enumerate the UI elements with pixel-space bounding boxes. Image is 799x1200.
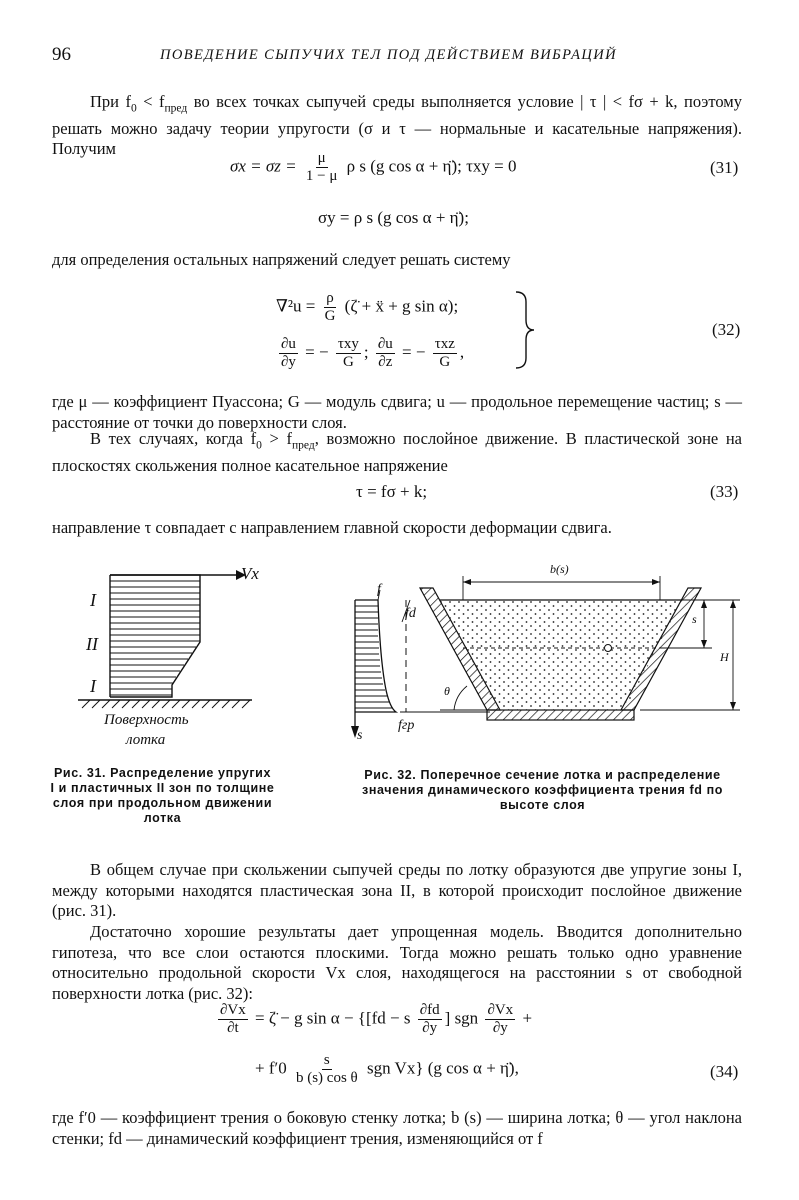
- equation-34-line2: + f′0 $\frac{s}{\text{b (s) cos θ}}$ sgn Vx} (g cos α + η̈),: [255, 1052, 519, 1086]
- page-number: 96: [52, 44, 71, 65]
- fraction: $\frac{\partial u}{\partial z}$: [377, 336, 393, 370]
- paragraph-6: В общем случае при скольжении сыпучей среды по лотку образуются две упругие зоны I, между которыми находятся пластическая зона II, в которой происходит послойное движение (рис. 31).: [52, 860, 742, 920]
- fig32-fd-label: fd: [405, 606, 416, 621]
- ground-hatching: [82, 700, 250, 708]
- paragraph-7: Достаточно хорошие результаты дает упрощенная модель. Вводится дополнительно гипотеза, что все слои остаются плоскими. Тогда можно решать только одно уравнение относительно продольной скорости Vx слоя, находящегося на расстоянии s от свободной поверхности лотка (рис. 32):: [52, 922, 742, 1003]
- friction-hatching: [355, 606, 393, 708]
- running-title: ПОВЕДЕНИЕ СЫПУЧИХ ТЕЛ ПОД ДЕЙСТВИЕМ ВИБРАЦИЙ: [160, 47, 617, 63]
- right-brace: [512, 290, 536, 370]
- fraction: $\frac{\partial u}{\partial y}$: [281, 336, 296, 370]
- paragraph-1: При $f_0 < f_{пред}$ во всех точках сыпучей среды выполняется условие | τ | < fσ + k, поэтому решать можно задачу теории упругости (σ и τ — нормальные и касательные напряжения). Получим: [52, 92, 742, 159]
- equation-31: σx = σz = $\frac{\mu}{1 - \mu}$ ρ s (g cos α + η̈); τxy = 0: [230, 150, 517, 184]
- fig32-s-label: s: [692, 612, 697, 626]
- fraction: $\frac{\rho}{G}$: [324, 290, 336, 324]
- fig32-width-label: b(s): [550, 562, 569, 576]
- fig31-caption: Рис. 31. Распределение упругих I и пластичных II зон по толщине слоя при продольном движении лотка: [50, 766, 275, 825]
- paragraph-3: где μ — коэффициент Пуассона; G — модуль сдвига; u — продольное перемещение частиц; s — расстояние от точки до поверхности слоя.: [52, 392, 742, 432]
- fraction: $\frac{\text{τxy}}{G}$: [337, 336, 359, 370]
- fraction: $\frac{s}{\text{b (s) cos θ}}$: [295, 1052, 358, 1086]
- equation-34-line1: $\frac{\partial Vx}{\partial t}$ = ζ̈ − g sin α − {[fd − s $\frac{\partial fd}{\partial y}$ ] sgn $\frac{\partial Vx}{\partial y}$ +: [220, 1002, 533, 1036]
- fig31-zone-2: II: [86, 634, 98, 654]
- theta-arc: [454, 686, 467, 710]
- paragraph-5: направление τ совпадает с направлением главной скорости деформации сдвига.: [52, 518, 612, 537]
- paragraph-4: В тех случаях, когда $f_0 > f_{пред}$, возможно послойное движение. В пластической зоне на плоскостях скольжения полное касательное напряжение: [52, 429, 743, 475]
- equation-number-32: (32): [712, 320, 741, 339]
- equation-31-line2: σy = ρ s (g cos α + η̈);: [318, 208, 469, 227]
- fig31-surface-label-2: лотка: [126, 732, 166, 748]
- trough-bottom: [487, 710, 634, 720]
- equation-32-line1: ∇²u = $\frac{\rho}{G}$ (ζ̈ + ẍ + g sin α);: [276, 290, 459, 324]
- equation-33: τ = fσ + k;: [356, 482, 428, 501]
- fraction: $\frac{\partial fd}{\partial y}$: [419, 1002, 440, 1036]
- fig32-caption: Рис. 32. Поперечное сечение лотка и распределение значения динамического коэффициента трения fd по высоте слоя: [362, 768, 723, 812]
- velocity-hatching: [110, 581, 200, 695]
- equation-32-line2: $\frac{\partial u}{\partial y}$ = − $\frac{\text{τxy}}{G}$ ; $\frac{\partial u}{\partial z}$ = − $\frac{\text{τxz}}{G}$ ,: [281, 336, 465, 370]
- layer-point: [605, 645, 612, 652]
- equation-number-34: (34): [710, 1062, 739, 1081]
- fig32-fgr-label: fгр: [398, 718, 415, 733]
- fig31-axis-label: Vx: [241, 564, 259, 583]
- fig31-zone-1-top: I: [90, 590, 96, 610]
- fig32-s-axis-label: s: [357, 728, 363, 743]
- equation-number-31: (31): [710, 158, 739, 177]
- fraction: $\frac{\mu}{1 - \mu}$: [305, 150, 338, 184]
- bulk-material: [440, 600, 682, 710]
- fig32-theta-label: θ: [444, 684, 450, 698]
- paragraph-8: где f′0 — коэффициент трения о боковую стенку лотка; b (s) — ширина лотка; θ — угол наклона стенки; fd — динамический коэффициент трения, изменяющийся от f: [52, 1108, 742, 1148]
- equation-number-33: (33): [710, 482, 739, 501]
- fig31-surface-label: Поверхность: [104, 712, 189, 728]
- fraction: $\frac{\partial Vx}{\partial t}$: [220, 1002, 246, 1036]
- paragraph-2: для определения остальных напряжений следует решать систему: [52, 250, 511, 269]
- fraction: $\frac{\partial Vx}{\partial y}$: [487, 1002, 514, 1036]
- fig31-zone-1-bottom: I: [90, 676, 96, 696]
- fraction: $\frac{\text{τxz}}{G}$: [434, 336, 455, 370]
- fig32-h-label: H: [720, 650, 729, 664]
- fig32-f-label: f: [377, 582, 381, 597]
